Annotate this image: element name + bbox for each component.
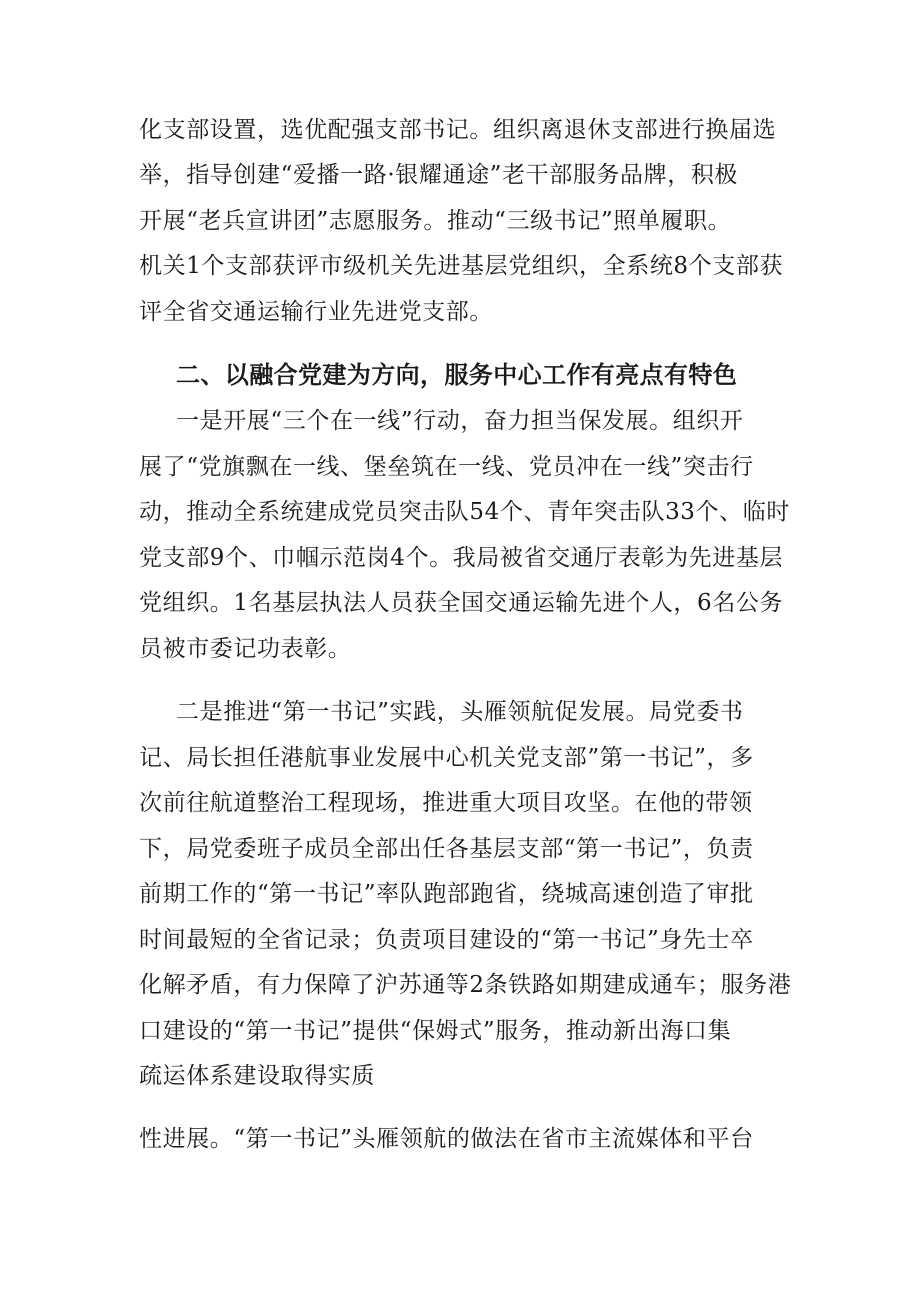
paragraph-line: 员被市委记功表彰。 xyxy=(139,636,352,662)
paragraph-line: 党组织。1名基层执法人员获全国交通运输先进个人，6名公务 xyxy=(139,590,784,616)
paragraph-line: 化支部设置，选优配强支部书记。组织离退休支部进行换届选 xyxy=(139,117,777,143)
paragraph-line: 开展“老兵宣讲团”志愿服务。推动“三级书记”照单履职。 xyxy=(139,208,732,234)
paragraph-line: 党支部9个、巾帼示范岗4个。我局被省交通厅表彰为先进基层 xyxy=(139,545,784,571)
paragraph-line: 时间最短的全省记录；负责项目建设的“第一书记”身先士卒 xyxy=(139,927,754,953)
paragraph-line: 展了“党旗飘在一线、堡垒筑在一线、党员冲在一线”突击行 xyxy=(139,454,754,480)
paragraph-line: 机关1个支部获评市级机关先进基层党组织，全系统8个支部获 xyxy=(139,253,784,279)
section-heading: 二、以融合党建为方向，服务中心工作有亮点有特色 xyxy=(176,361,738,389)
paragraph-line: 前期工作的“第一书记”率队跑部跑省，绕城高速创造了审批 xyxy=(139,881,754,907)
paragraph-line: 性进展。“第一书记”头雁领航的做法在省市主流媒体和平台 xyxy=(139,1126,754,1152)
paragraph-line: 记、局长担任港航事业发展中心机关党支部”第一书记”，多 xyxy=(139,745,754,771)
paragraph-line: 评全省交通运输行业先进党支部。 xyxy=(139,299,493,325)
paragraph-line: 一是开展“三个在一线”行动，奋力担当保发展。组织开 xyxy=(176,408,744,434)
paragraph-line: 口建设的“第一书记”提供“保姆式”服务，推动新出海口集 xyxy=(139,1018,732,1044)
paragraph-line: 化解矛盾，有力保障了沪苏通等2条铁路如期建成通车；服务港 xyxy=(139,972,792,998)
paragraph-line: 动，推动全系统建成党员突击队54个、青年突击队33个、临时 xyxy=(139,499,790,525)
paragraph-line: 举，指导创建“爱播一路·银耀通途”老干部服务品牌，积极 xyxy=(139,162,739,188)
paragraph-line: 次前往航道整治工程现场，推进重大项目攻坚。在他的带领 xyxy=(139,790,753,816)
paragraph-line: 二是推进“第一书记”实践，头雁领航促发展。局党委书 xyxy=(176,699,744,725)
paragraph-line: 下，局党委班子成员全部出任各基层支部“第一书记”，负责 xyxy=(139,836,754,862)
paragraph-line: 疏运体系建设取得实质 xyxy=(139,1063,375,1089)
